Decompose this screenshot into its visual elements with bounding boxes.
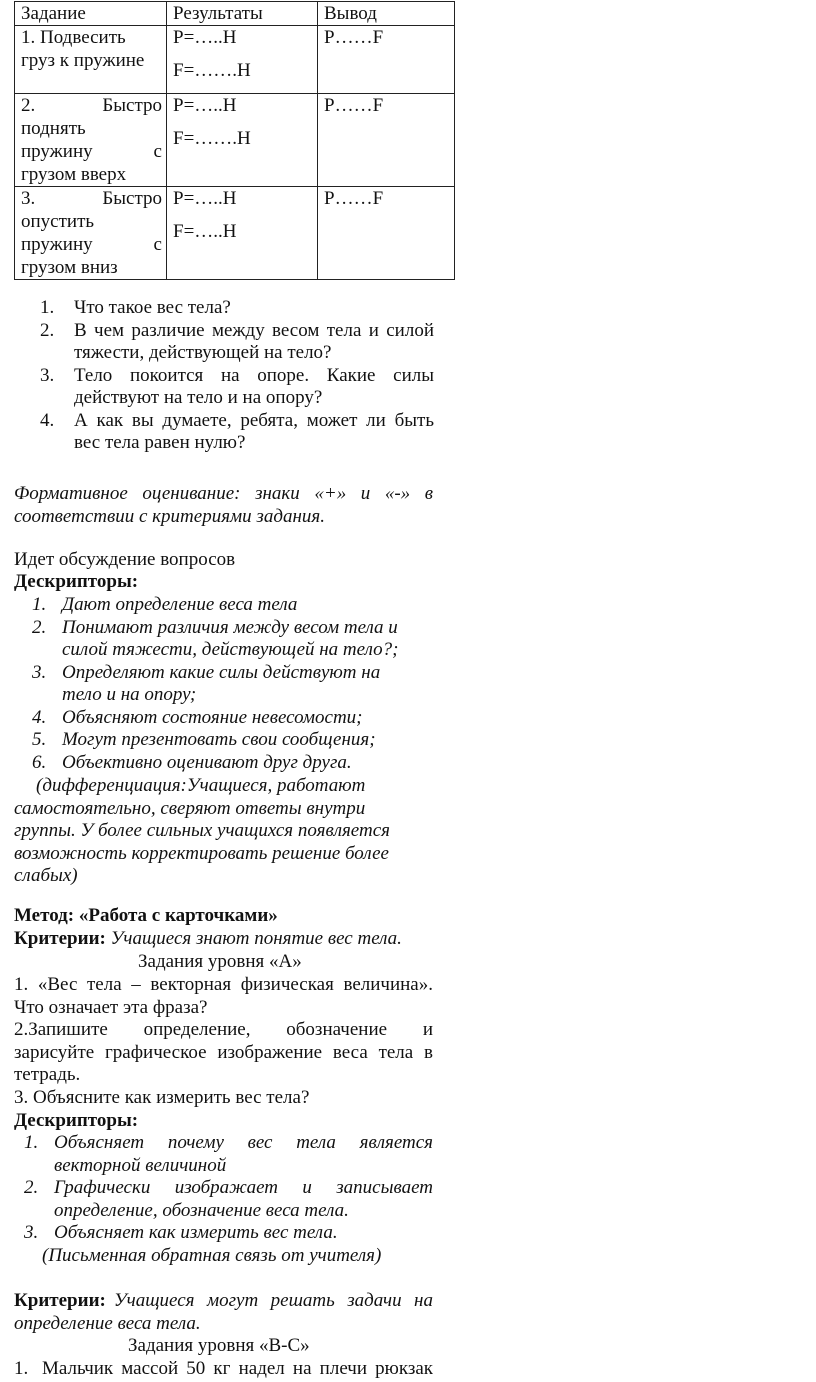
table-row [15,94,455,187]
task-item: 3. Объясните как измерить вес тела? [14,1086,310,1108]
task-item: 2.Запишите определение, обозначение и зарисуйте графическое изображение веса тела в тетрадь. [14,1019,433,1085]
task-line: 2. Быстро [21,95,162,116]
header-cell-task: Задание [15,2,167,26]
list-item: 5. Могут презентовать свои сообщения; [32,729,376,750]
task-line: груз к пружине [21,50,145,71]
header-cell-conclusion: Вывод [318,2,455,26]
list-item: 1. Что такое вес тела? [40,297,231,318]
list-item: 6. Объективно оценивают друг друга. [32,751,352,773]
conclusion-cell: P……F [318,187,455,280]
task-line: 3. Быстро [21,188,162,209]
criteria-block: Критерии: Учащиеся могут решать задачи на определение веса тела. [14,1290,433,1334]
discussion-text: Идет обсуждение вопросов [14,549,236,570]
level-bc-heading: Задания уровня «B-C» [128,1335,310,1356]
list-item: 3. Тело покоится на опоре. Какие силы действуют на тело и на опору? [40,364,434,408]
conclusion-cell: P……F [318,26,455,94]
result-cell [167,26,318,94]
results-table [14,1,455,280]
task-line: поднять [21,118,86,139]
questions-list [40,297,434,455]
list-item: 2. Понимают различия между весом тела и силой тяжести, действующей на тело?; [32,616,399,660]
differentiation-note: (дифференциация:Учащиеся, работают самостоятельно, сверяют ответы внутри группы. У более сильных учащихся появляется возможность корректировать решение более слабых) [14,775,390,886]
method-heading: Метод: «Работа с карточками» [14,905,278,926]
task-cell [15,187,167,280]
header-cell-results: Результаты [167,2,318,26]
result-cell [167,94,318,187]
list-item: 2. Графически изображает и записывает определение, обозначение веса тела. [24,1177,433,1221]
task-bc: 1. Мальчик массой 50 кг надел на плечи рюкзак [14,1358,433,1379]
result-f: F=…….Н [173,128,251,149]
task-line: пружину с [21,141,162,162]
descriptors-heading: Дескрипторы: [14,1110,139,1131]
table-header-row [15,2,455,26]
list-item: 4. А как вы думаете, ребята, может ли быть вес тела равен нулю? [40,409,434,453]
table-row [15,187,455,280]
tasks-a [14,974,433,1109]
descriptors-list [32,594,432,774]
list-item: 4. Объясняют состояние невесомости; [32,706,363,728]
list-item: 3. Объясняет как измерить вес тела. [24,1222,338,1243]
result-cell [167,187,318,280]
criteria-line: Критерии: Учащиеся знают понятие вес тела. [14,928,402,949]
result-f: F=…….Н [173,60,251,81]
result-p: P=…..Н [173,188,237,209]
result-p: P=…..Н [173,27,237,48]
list-item: 2. В чем различие между весом тела и силой тяжести, действующей на тело? [40,319,434,363]
formative-assessment: Формативное оценивание: знаки «+» и «-» в соответствии с критериями задания. [14,483,433,527]
task-line: грузом вниз [21,257,118,278]
descriptors-heading: Дескрипторы: [14,571,139,592]
task-cell [15,94,167,187]
descriptors-list [24,1132,433,1245]
result-p: P=…..Н [173,95,237,116]
list-item: 3. Определяют какие силы действуют на тело и на опору; [32,661,381,705]
conclusion-cell: P……F [318,94,455,187]
task-line: пружину с [21,234,162,255]
task-line: грузом вверх [21,164,127,185]
result-f: F=…..Н [173,221,237,242]
task-item: 1. «Вес тела – векторная физическая величина». Что означает эта фраза? [14,974,433,1018]
task-line: 1. Подвесить [21,27,126,48]
table-row [15,26,455,94]
feedback-note: (Письменная обратная связь от учителя) [42,1245,382,1266]
task-line: опустить [21,211,95,232]
level-a-heading: Задания уровня «А» [138,951,302,972]
list-item: 1. Объясняет почему вес тела является векторной величиной [24,1132,433,1176]
list-item: 1. Дают определение веса тела [32,594,298,615]
task-cell [15,26,167,94]
